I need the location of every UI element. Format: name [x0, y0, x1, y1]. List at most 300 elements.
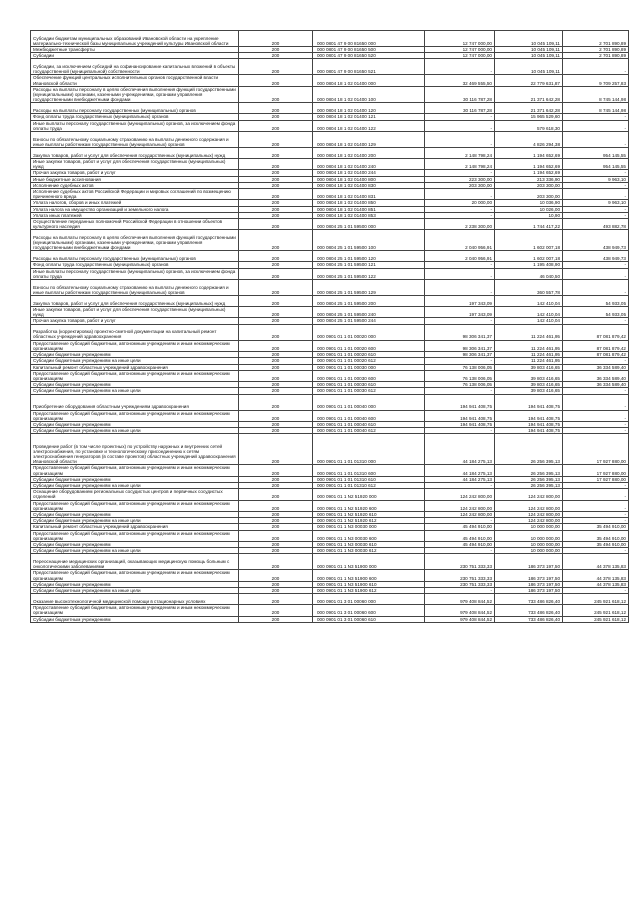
unexecuted-assignments-cell: 35 494 910,00 [563, 524, 629, 530]
table-row [31, 587, 629, 593]
expense-name-cell: Субсидии [31, 53, 239, 59]
unexecuted-assignments-cell: 2 701 890,89 [563, 53, 629, 59]
unexecuted-assignments-cell: - [563, 114, 629, 120]
executed-amount-cell: 142 410,04 [495, 307, 563, 318]
executed-amount-cell: 10 000 000,00 [495, 524, 563, 530]
line-code-cell: 200 [239, 219, 313, 230]
approved-assignments-cell: - [425, 388, 495, 394]
unexecuted-assignments-cell: - [563, 170, 629, 176]
line-code-cell: 200 [239, 280, 313, 296]
line-code-cell: 200 [239, 182, 313, 188]
executed-amount-cell: 186 373 197,50 [495, 570, 563, 581]
line-code-cell: 200 [239, 200, 313, 206]
line-code-cell: 200 [239, 159, 313, 170]
budget-classification-code-cell: 000 0804 18 1 02 01400 240 [313, 159, 425, 170]
budget-classification-code-cell: 000 0804 18 1 02 01400 830 [313, 182, 425, 188]
approved-assignments-cell: - [425, 120, 495, 131]
unexecuted-assignments-cell: 87 081 879,42 [563, 324, 629, 340]
executed-amount-cell: 10 000 000,00 [495, 548, 563, 554]
approved-assignments-cell: 30 116 787,28 [425, 86, 495, 103]
budget-execution-table-page [30, 30, 628, 623]
expense-name-cell: Разработка (корректировка) проектно-сметной документации на капитальный ремонт областных учреждений здравоохранения [31, 324, 239, 340]
budget-classification-code-cell: 000 0901 01 1 01 00040 000 [313, 394, 425, 410]
line-code-cell: 200 [239, 587, 313, 593]
table-row [31, 280, 629, 296]
executed-amount-cell: 142 410,04 [495, 296, 563, 307]
line-code-cell: 200 [239, 47, 313, 53]
expense-name-cell: Оснащение оборудованием региональных сосудистых центров и первичных сосудистых отделений [31, 489, 239, 500]
unexecuted-assignments-cell: 87 081 879,42 [563, 352, 629, 358]
approved-assignments-cell: 124 242 800,00 [425, 500, 495, 511]
line-code-cell: 200 [239, 31, 313, 47]
executed-amount-cell: 46 040,50 [495, 268, 563, 279]
budget-classification-code-cell: 000 0901 01 1 01 00040 600 [313, 410, 425, 421]
line-code-cell: 200 [239, 482, 313, 488]
expense-name-cell: Субсидии бюджетным учреждениям [31, 511, 239, 517]
table-row [31, 554, 629, 570]
table-row [31, 307, 629, 318]
line-code-cell: 200 [239, 581, 313, 587]
unexecuted-assignments-cell: 44 378 135,83 [563, 570, 629, 581]
executed-amount-cell: 21 371 642,28 [495, 103, 563, 114]
executed-amount-cell: 10 000 000,00 [495, 541, 563, 547]
expense-name-cell: Предоставление субсидий бюджетным, автономным учреждениям и иным некоммерческим организациям [31, 605, 239, 616]
unexecuted-assignments-cell: - [563, 410, 629, 421]
approved-assignments-cell: 76 138 006,05 [425, 382, 495, 388]
executed-amount-cell: 733 486 826,40 [495, 605, 563, 616]
unexecuted-assignments-cell: - [563, 132, 629, 148]
line-code-cell: 200 [239, 421, 313, 427]
executed-amount-cell: 39 803 416,65 [495, 388, 563, 394]
budget-classification-code-cell: 000 0901 01 1 01 00020 600 [313, 340, 425, 351]
expense-name-cell: Фонд оплаты труда государственных (муниципальных) органов [31, 114, 239, 120]
line-code-cell: 200 [239, 59, 313, 75]
executed-amount-cell: 10 000 000,00 [495, 530, 563, 541]
executed-amount-cell: 26 256 395,13 [495, 434, 563, 465]
budget-classification-code-cell: 000 0801 47 9 00 81650 520 [313, 53, 425, 59]
line-code-cell: 200 [239, 541, 313, 547]
line-code-cell: 200 [239, 324, 313, 340]
unexecuted-assignments-cell: - [563, 482, 629, 488]
approved-assignments-cell: 98 306 341,37 [425, 352, 495, 358]
expense-name-cell: Субсидии бюджетным учреждениям [31, 352, 239, 358]
expense-name-cell: Взносы по обязательному социальному страхованию на выплаты денежного содержания и иные выплаты работникам государственных (муниципальных) органов [31, 132, 239, 148]
line-code-cell: 200 [239, 554, 313, 570]
expense-name-cell: Иные выплаты персоналу государственных (муниципальных) органов, за исключением фонда оплаты труда [31, 268, 239, 279]
executed-amount-cell: 10 026,00 [495, 206, 563, 212]
approved-assignments-cell: 2 040 956,91 [425, 230, 495, 251]
executed-amount-cell: 1 602 007,18 [495, 230, 563, 251]
line-code-cell: 200 [239, 434, 313, 465]
expense-name-cell: Уплата налога на имущество организаций и земельного налога [31, 206, 239, 212]
budget-classification-code-cell: 000 0901 01 1 N3 51900 610 [313, 581, 425, 587]
line-code-cell: 200 [239, 394, 313, 410]
line-code-cell: 200 [239, 206, 313, 212]
expense-name-cell: Субсидии бюджетным учреждениям [31, 476, 239, 482]
expense-name-cell: Исполнение судебных актов Российской Федерации и мировых соглашений по возмещению причиненного вреда [31, 189, 239, 200]
approved-assignments-cell: - [425, 189, 495, 200]
unexecuted-assignments-cell: 54 933,05 [563, 307, 629, 318]
executed-amount-cell: 733 486 826,40 [495, 594, 563, 605]
unexecuted-assignments-cell: - [563, 189, 629, 200]
table-row [31, 103, 629, 114]
expense-name-cell: Предоставление субсидий бюджетным, автономным учреждениям и иным некоммерческим организациям [31, 530, 239, 541]
executed-amount-cell: 1 194 652,69 [495, 148, 563, 159]
executed-amount-cell: 1 194 652,69 [495, 159, 563, 170]
expense-name-cell: Предоставление субсидий бюджетным, автономным учреждениям и иным некоммерческим организациям [31, 340, 239, 351]
budget-classification-code-cell: 000 0901 01 1 01 00020 610 [313, 352, 425, 358]
budget-classification-code-cell: 000 0901 01 1 N2 51920 600 [313, 500, 425, 511]
line-code-cell: 200 [239, 500, 313, 511]
table-row [31, 114, 629, 120]
approved-assignments-cell: 197 343,09 [425, 307, 495, 318]
budget-classification-code-cell: 000 0901 01 1 01 00020 000 [313, 324, 425, 340]
expense-name-cell: Расходы на выплаты персоналу государственных (муниципальных) органов [31, 103, 239, 114]
approved-assignments-cell: 223 300,00 [425, 176, 495, 182]
table-row [31, 616, 629, 622]
table-row [31, 548, 629, 554]
executed-amount-cell: 15 965 529,60 [495, 114, 563, 120]
table-row [31, 388, 629, 394]
executed-amount-cell: 194 941 408,75 [495, 394, 563, 410]
executed-amount-cell: 203 300,00 [495, 189, 563, 200]
budget-classification-code-cell: 000 0901 01 1 01 01310 000 [313, 434, 425, 465]
unexecuted-assignments-cell: 438 949,73 [563, 251, 629, 262]
table-row [31, 340, 629, 351]
budget-classification-code-cell: 000 0901 01 1 01 00030 600 [313, 370, 425, 381]
line-code-cell: 200 [239, 230, 313, 251]
budget-classification-code-cell: 000 0801 47 9 00 81650 521 [313, 59, 425, 75]
expense-name-cell: Субсидии бюджетным учреждениям на иные цели [31, 587, 239, 593]
budget-classification-code-cell: 000 0804 25 1 01 59500 000 [313, 219, 425, 230]
approved-assignments-cell: - [425, 482, 495, 488]
budget-classification-code-cell: 000 0901 01 1 01 00030 610 [313, 382, 425, 388]
table-row [31, 159, 629, 170]
budget-classification-code-cell: 000 0804 25 1 01 59500 244 [313, 318, 425, 324]
executed-amount-cell: 124 242 800,00 [495, 500, 563, 511]
approved-assignments-cell: 30 116 787,28 [425, 103, 495, 114]
executed-amount-cell: 194 941 408,75 [495, 428, 563, 434]
unexecuted-assignments-cell: 2 701 890,89 [563, 47, 629, 53]
expense-name-cell: Субсидии бюджетным учреждениям [31, 541, 239, 547]
approved-assignments-cell: - [425, 114, 495, 120]
line-code-cell: 200 [239, 511, 313, 517]
table-row [31, 370, 629, 381]
executed-amount-cell: 26 256 395,13 [495, 465, 563, 476]
budget-classification-code-cell: 000 0901 01 3 01 00060 600 [313, 605, 425, 616]
table-row [31, 358, 629, 364]
approved-assignments-cell: 230 751 333,33 [425, 554, 495, 570]
executed-amount-cell: 124 242 800,00 [495, 489, 563, 500]
budget-classification-code-cell: 000 0804 25 1 01 59500 100 [313, 230, 425, 251]
table-row [31, 75, 629, 86]
approved-assignments-cell: 203 300,00 [425, 182, 495, 188]
approved-assignments-cell: - [425, 262, 495, 268]
executed-amount-cell: 39 803 416,65 [495, 364, 563, 370]
line-code-cell: 200 [239, 262, 313, 268]
table-row [31, 364, 629, 370]
budget-classification-code-cell: 000 0804 18 1 02 01400 850 [313, 200, 425, 206]
executed-amount-cell: 11 224 461,95 [495, 324, 563, 340]
budget-classification-code-cell: 000 0801 47 9 00 81650 000 [313, 31, 425, 47]
budget-classification-code-cell: 000 0901 01 1 N3 00030 612 [313, 548, 425, 554]
expense-name-cell: Субсидии бюджетным учреждениям на иные цели [31, 388, 239, 394]
budget-classification-code-cell: 000 0901 01 1 N3 00030 600 [313, 530, 425, 541]
unexecuted-assignments-cell: 44 378 135,83 [563, 581, 629, 587]
expense-name-cell: Субсидии бюджетным учреждениям [31, 421, 239, 427]
executed-amount-cell: 26 256 395,13 [495, 482, 563, 488]
budget-classification-code-cell: 000 0804 25 1 01 59500 200 [313, 296, 425, 307]
budget-classification-code-cell: 000 0901 01 1 01 01310 600 [313, 465, 425, 476]
unexecuted-assignments-cell: 9 963,10 [563, 200, 629, 206]
budget-classification-code-cell: 000 0901 01 1 01 00040 610 [313, 421, 425, 427]
budget-classification-code-cell: 000 0801 47 9 00 81650 500 [313, 47, 425, 53]
line-code-cell: 200 [239, 570, 313, 581]
line-code-cell: 200 [239, 382, 313, 388]
line-code-cell: 200 [239, 518, 313, 524]
budget-classification-code-cell: 000 0804 18 1 02 01400 800 [313, 176, 425, 182]
executed-amount-cell: 186 373 197,50 [495, 554, 563, 570]
expense-name-cell: Уплата иных платежей [31, 212, 239, 218]
table-row [31, 86, 629, 103]
unexecuted-assignments-cell: 54 933,05 [563, 296, 629, 307]
unexecuted-assignments-cell: 36 334 589,40 [563, 364, 629, 370]
table-row [31, 465, 629, 476]
executed-amount-cell: 11 224 461,95 [495, 358, 563, 364]
expense-name-cell: Субсидии бюджетным учреждениям на иные цели [31, 518, 239, 524]
table-row [31, 489, 629, 500]
executed-amount-cell: 39 803 416,65 [495, 370, 563, 381]
executed-amount-cell: 10 045 109,11 [495, 47, 563, 53]
table-row [31, 500, 629, 511]
table-row [31, 148, 629, 159]
expense-name-cell: Оказание высокотехнологичной медицинской помощи в стационарных условиях [31, 594, 239, 605]
budget-classification-code-cell: 000 0804 18 1 02 01400 129 [313, 132, 425, 148]
expense-name-cell: Иные бюджетные ассигнования [31, 176, 239, 182]
approved-assignments-cell: 979 408 844,52 [425, 594, 495, 605]
line-code-cell: 200 [239, 352, 313, 358]
approved-assignments-cell: 2 238 300,00 [425, 219, 495, 230]
executed-amount-cell: 194 941 408,75 [495, 421, 563, 427]
approved-assignments-cell: - [425, 548, 495, 554]
approved-assignments-cell: 44 184 275,13 [425, 465, 495, 476]
executed-amount-cell: 213 336,90 [495, 176, 563, 182]
executed-amount-cell: 10,90 [495, 212, 563, 218]
table-row [31, 132, 629, 148]
budget-classification-code-cell: 000 0901 01 1 01 00020 612 [313, 358, 425, 364]
unexecuted-assignments-cell: 245 921 618,12 [563, 594, 629, 605]
unexecuted-assignments-cell: 954 145,55 [563, 159, 629, 170]
unexecuted-assignments-cell: 9 709 257,83 [563, 75, 629, 86]
budget-classification-code-cell: 000 0901 01 1 01 00040 612 [313, 428, 425, 434]
line-code-cell: 200 [239, 170, 313, 176]
budget-classification-code-cell: 000 0901 01 3 01 00060 610 [313, 616, 425, 622]
unexecuted-assignments-cell: - [563, 262, 629, 268]
table-row [31, 219, 629, 230]
table-row [31, 524, 629, 530]
approved-assignments-cell: 44 184 275,13 [425, 476, 495, 482]
expense-name-cell: Субсидии бюджетным учреждениям на иные цели [31, 428, 239, 434]
unexecuted-assignments-cell: 8 745 144,98 [563, 86, 629, 103]
executed-amount-cell: 1 195 408,90 [495, 262, 563, 268]
line-code-cell: 200 [239, 132, 313, 148]
executed-amount-cell: 1 744 417,22 [495, 219, 563, 230]
executed-amount-cell: 26 256 395,13 [495, 476, 563, 482]
expense-name-cell: Исполнение судебных актов [31, 182, 239, 188]
table-row [31, 518, 629, 524]
executed-amount-cell: 11 224 461,95 [495, 352, 563, 358]
budget-classification-code-cell: 000 0901 01 1 N3 00030 000 [313, 524, 425, 530]
unexecuted-assignments-cell: 954 145,55 [563, 148, 629, 159]
budget-classification-code-cell: 000 0901 01 1 N2 51920 610 [313, 511, 425, 517]
executed-amount-cell: 10 045 109,11 [495, 59, 563, 75]
table-row [31, 482, 629, 488]
unexecuted-assignments-cell: - [563, 428, 629, 434]
unexecuted-assignments-cell: 87 081 879,42 [563, 340, 629, 351]
budget-classification-code-cell: 000 0804 18 1 02 01400 851 [313, 206, 425, 212]
approved-assignments-cell: - [425, 268, 495, 279]
unexecuted-assignments-cell: 2 701 890,89 [563, 31, 629, 47]
table-row [31, 570, 629, 581]
budget-classification-code-cell: 000 0804 18 1 02 01400 831 [313, 189, 425, 200]
expense-name-cell: Иные закупки товаров, работ и услуг для обеспечения государственных (муниципальных) нужд [31, 307, 239, 318]
table-row [31, 31, 629, 47]
unexecuted-assignments-cell: - [563, 318, 629, 324]
unexecuted-assignments-cell: - [563, 268, 629, 279]
expense-name-cell: Капитальный ремонт областных учреждений здравоохранения [31, 524, 239, 530]
line-code-cell: 200 [239, 370, 313, 381]
line-code-cell: 200 [239, 114, 313, 120]
unexecuted-assignments-cell: - [563, 394, 629, 410]
approved-assignments-cell: - [425, 428, 495, 434]
approved-assignments-cell: 12 747 000,00 [425, 31, 495, 47]
executed-amount-cell: 733 486 826,40 [495, 616, 563, 622]
expense-name-cell: Уплата налогов, сборов и иных платежей [31, 200, 239, 206]
unexecuted-assignments-cell: 44 378 135,83 [563, 554, 629, 570]
budget-classification-code-cell: 000 0901 01 1 N2 51920 000 [313, 489, 425, 500]
table-row [31, 434, 629, 465]
executed-amount-cell: 124 242 800,00 [495, 511, 563, 517]
unexecuted-assignments-cell: 36 334 589,40 [563, 382, 629, 388]
approved-assignments-cell: 124 242 800,00 [425, 489, 495, 500]
budget-classification-code-cell: 000 0804 25 1 01 59500 121 [313, 262, 425, 268]
approved-assignments-cell: 2 040 956,91 [425, 251, 495, 262]
executed-amount-cell: 4 826 294,38 [495, 132, 563, 148]
line-code-cell: 200 [239, 120, 313, 131]
unexecuted-assignments-cell: - [563, 280, 629, 296]
unexecuted-assignments-cell: - [563, 59, 629, 75]
expense-name-cell: Межбюджетные трансферты [31, 47, 239, 53]
expense-name-cell: Субсидии бюджетным учреждениям [31, 616, 239, 622]
line-code-cell: 200 [239, 465, 313, 476]
line-code-cell: 200 [239, 358, 313, 364]
budget-classification-code-cell: 000 0901 01 1 01 00030 000 [313, 364, 425, 370]
line-code-cell: 200 [239, 428, 313, 434]
unexecuted-assignments-cell: 245 921 618,12 [563, 605, 629, 616]
executed-amount-cell: 1 194 652,69 [495, 170, 563, 176]
line-code-cell: 200 [239, 524, 313, 530]
unexecuted-assignments-cell: 17 927 880,00 [563, 476, 629, 482]
approved-assignments-cell: 2 148 798,24 [425, 148, 495, 159]
table-row [31, 262, 629, 268]
approved-assignments-cell: - [425, 170, 495, 176]
table-row [31, 296, 629, 307]
unexecuted-assignments-cell: - [563, 518, 629, 524]
approved-assignments-cell: 12 747 000,00 [425, 53, 495, 59]
line-code-cell: 200 [239, 296, 313, 307]
line-code-cell: 200 [239, 364, 313, 370]
executed-amount-cell: 186 373 197,50 [495, 587, 563, 593]
unexecuted-assignments-cell: - [563, 206, 629, 212]
line-code-cell: 200 [239, 212, 313, 218]
unexecuted-assignments-cell: - [563, 182, 629, 188]
executed-amount-cell: 22 779 631,87 [495, 75, 563, 86]
budget-classification-code-cell: 000 0804 18 1 02 01400 120 [313, 103, 425, 114]
budget-classification-code-cell: 000 0901 01 1 N3 51900 000 [313, 554, 425, 570]
unexecuted-assignments-cell: 17 927 880,00 [563, 465, 629, 476]
approved-assignments-cell: 194 941 408,75 [425, 394, 495, 410]
budget-classification-code-cell: 000 0901 01 1 N3 00030 610 [313, 541, 425, 547]
approved-assignments-cell: 45 494 910,00 [425, 524, 495, 530]
expense-name-cell: Иные закупки товаров, работ и услуг для обеспечения государственных (муниципальных) нужд [31, 159, 239, 170]
expense-name-cell: Субсидии бюджетным учреждениям [31, 581, 239, 587]
budget-classification-code-cell: 000 0804 18 1 02 01400 121 [313, 114, 425, 120]
executed-amount-cell: 11 224 461,95 [495, 340, 563, 351]
line-code-cell: 200 [239, 318, 313, 324]
approved-assignments-cell: 124 242 800,00 [425, 511, 495, 517]
expense-name-cell: Фонд оплаты труда государственных (муниципальных) органов [31, 262, 239, 268]
approved-assignments-cell: 979 408 844,52 [425, 605, 495, 616]
line-code-cell: 200 [239, 616, 313, 622]
approved-assignments-cell: 98 306 341,37 [425, 324, 495, 340]
unexecuted-assignments-cell: - [563, 500, 629, 511]
expense-name-cell: Субсидии бюджетным учреждениям на иные цели [31, 482, 239, 488]
expense-name-cell: Капитальный ремонт областных учреждений здравоохранения [31, 364, 239, 370]
table-row [31, 268, 629, 279]
expense-name-cell: Субсидии бюджетным учреждениям [31, 382, 239, 388]
line-code-cell: 200 [239, 548, 313, 554]
expense-name-cell: Прочая закупка товаров, работ и услуг [31, 318, 239, 324]
executed-amount-cell: 124 242 800,00 [495, 518, 563, 524]
expense-name-cell: Предоставление субсидий бюджетным, автономным учреждениям и иным некоммерческим организациям [31, 570, 239, 581]
line-code-cell: 200 [239, 176, 313, 182]
expense-name-cell: Закупка товаров, работ и услуг для обеспечения государственных (муниципальных) нужд [31, 296, 239, 307]
approved-assignments-cell: 45 494 910,00 [425, 530, 495, 541]
table-row [31, 59, 629, 75]
unexecuted-assignments-cell: - [563, 212, 629, 218]
table-row [31, 594, 629, 605]
executed-amount-cell: 10 036,90 [495, 200, 563, 206]
line-code-cell: 200 [239, 476, 313, 482]
approved-assignments-cell: - [425, 518, 495, 524]
expense-name-cell: Субсидии бюджетам муниципальных образований Ивановской области на укрепление материально-технической базы муниципальных учреждений культуры Ивановской области [31, 31, 239, 47]
approved-assignments-cell: 197 343,09 [425, 296, 495, 307]
unexecuted-assignments-cell: - [563, 120, 629, 131]
approved-assignments-cell: - [425, 318, 495, 324]
line-code-cell: 200 [239, 103, 313, 114]
approved-assignments-cell: - [425, 132, 495, 148]
executed-amount-cell: 21 371 642,28 [495, 86, 563, 103]
expense-name-cell: Предоставление субсидий бюджетным, автономным учреждениям и иным некоммерческим организациям [31, 465, 239, 476]
expense-name-cell: Взносы по обязательному социальному страхованию на выплаты денежного содержания и иные выплаты работникам государственных (муниципальных) органов [31, 280, 239, 296]
expense-name-cell: Проведение работ (в том числе проектных) по устройству наружных и внутренних сетей электроснабжения, по установке и технологическому присоединению к сетям электроснабжения генераторов (в составе проектов) областных учреждений здравоохранения Ивановской области [31, 434, 239, 465]
budget-classification-code-cell: 000 0804 25 1 01 59500 129 [313, 280, 425, 296]
table-row [31, 120, 629, 131]
expense-name-cell: Субсидии бюджетным учреждениям на иные цели [31, 548, 239, 554]
expense-name-cell: Осуществление переданных полномочий Российской Федерации в отношении объектов культурного наследия [31, 219, 239, 230]
approved-assignments-cell: 194 941 408,75 [425, 421, 495, 427]
budget-classification-code-cell: 000 0901 01 1 N2 51920 612 [313, 518, 425, 524]
